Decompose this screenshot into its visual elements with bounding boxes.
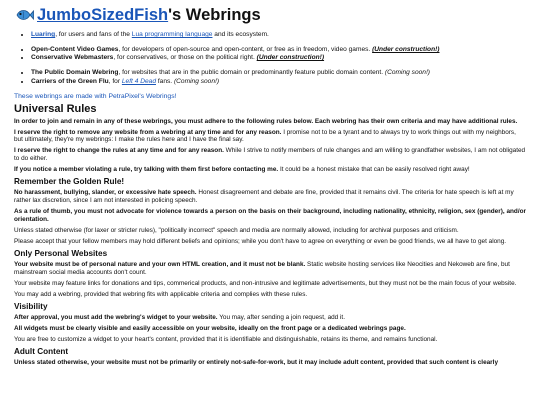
- rule-no-violence: As a rule of thumb, you must not advocate for violence towards a person on the basis on their background, including nationality, ethnicity, religion, sex (gender), and/or orientation.: [14, 208, 526, 223]
- status-note: (Under construction!): [372, 45, 440, 53]
- webring-list-group-3: [14, 69, 526, 86]
- public-domain-name: The Public Domain Webring: [31, 69, 119, 77]
- petrapixel-credit-link[interactable]: These webrings are made with PetraPixel's Webrings!: [14, 92, 177, 100]
- rule-donations: Your website may feature links for donations and tips, commerical products, and non-intrusive and legitimate advertisements, but they must not be the main focus of your website.: [14, 279, 517, 287]
- rule-no-harassment: No harassment, bullying, slander, or excessive hate speech. Honest disagreement and debate are fine, provided that it remains civil. The criteria for hate speech is left at my rather lax discretion, since I am not interested in policing speech.: [14, 189, 514, 205]
- site-header: [14, 4, 526, 26]
- open-content-name: Open-Content Video Games: [31, 45, 119, 53]
- rule-widget: After approval, you must add the webring's widget to your website. You may, after sending a join request, add it.: [14, 314, 345, 322]
- webring-item-green-flu: • Carriers of the Green Flu, for Left 4 Dead fans. (Coming soon!): [31, 78, 526, 86]
- webring-list-group-2: [14, 46, 526, 63]
- rule-removal: I reserve the right to remove any website from a webring at any time and for any reason. I promise not to be a tyrant and to always try to work things out with my neighbors, but ultimately, they're my webrings: I make the rules here and I have the final say.: [14, 128, 516, 144]
- rule-adult: Unless stated otherwise, your website must not be primarily or entirely not-safe-for-work, but it may include adult content, provided that such content is clearly: [14, 359, 499, 367]
- rule-speech: Unless stated otherwise (for laxer or stricter rules), "politically incorrect" speech and media are normally allowed, including for archival purposes and criticism.: [14, 226, 459, 234]
- lua-language-link[interactable]: Lua programming language: [131, 31, 213, 38]
- rules-intro: In order to join and remain in any of these webrings, you must adhere to the following rules below. Each webring has their own criteria and may have additional rules.: [14, 117, 518, 125]
- rule-get-along: Please accept that your fellow members may hold different beliefs and opinions; while you don't have to agree on everything or even be good friends, we all have to get along.: [14, 238, 507, 245]
- rule-talk-first: If you notice a member violating a rule, try talking with them first before contacting me. It could be a honest mistake that can be easily resolved right away!: [14, 166, 470, 174]
- adult-content-heading: Adult Content: [14, 347, 69, 357]
- rule-widget-customize: You are free to customize a widget to your heart's content, provided that it is identifiable and distinguishable, retains its theme, and remains functional.: [14, 336, 438, 344]
- green-flu-name: Carriers of the Green Flu: [31, 77, 109, 85]
- golden-rule-heading: Remember the Golden Rule!: [14, 177, 125, 187]
- site-title-link[interactable]: JumboSizedFish: [37, 6, 169, 24]
- conservative-name: Conservative Webmasters: [31, 54, 114, 62]
- webring-item-luaring: • Luaring, for users and fans of the Lua programming language and its ecosystem.: [31, 31, 526, 39]
- site-title: [37, 5, 261, 25]
- rule-add-webring: You may add a webring, provided that webring fits with applicable criteria and complies with these rules.: [14, 290, 308, 298]
- site-title-suffix: 's Webrings: [168, 6, 261, 24]
- visibility-heading: Visibility: [14, 302, 48, 312]
- status-note: (Under construction!): [256, 54, 325, 62]
- status-note: (Coming soon!): [384, 69, 430, 77]
- rule-widget-visible: All widgets must be clearly visible and easily accessible on your website, ideally on the front page or a dedicated webrings page.: [14, 325, 406, 333]
- webring-item-conservative: • Conservative Webmasters, for conservatives, or those on the political right. (Under construction!): [31, 54, 526, 62]
- rule-changes: I reserve the right to change the rules at any time and for any reason. While I strive to notify members of rule changes and am willing to grandfather websites, I am not obligated to do either.: [14, 147, 526, 163]
- luaring-link[interactable]: Luaring: [31, 31, 56, 38]
- webring-item-open-content: • Open-Content Video Games, for developers of open-source and open-content, or free as in freedom, video games. (Under construction!): [31, 46, 526, 54]
- rule-personal-nature: Your website must be of personal nature and your own HTML creation, and it must not be blank. Static website hosting services like Neocities and Nekoweb are fine, but mainstream social media accounts don't count.: [14, 261, 510, 276]
- personal-websites-heading: Only Personal Websites: [14, 249, 108, 259]
- status-note: (Coming soon!): [173, 77, 220, 85]
- webring-item-public-domain: • The Public Domain Webring, for websites that are in the public domain or predominantly feature public domain content. (Coming soon!): [31, 69, 526, 77]
- fish-logo-icon: [14, 5, 34, 25]
- left4dead-link[interactable]: Left 4 Dead: [121, 77, 156, 85]
- webring-list-group-1: [14, 31, 526, 39]
- universal-rules-heading: Universal Rules: [14, 102, 97, 115]
